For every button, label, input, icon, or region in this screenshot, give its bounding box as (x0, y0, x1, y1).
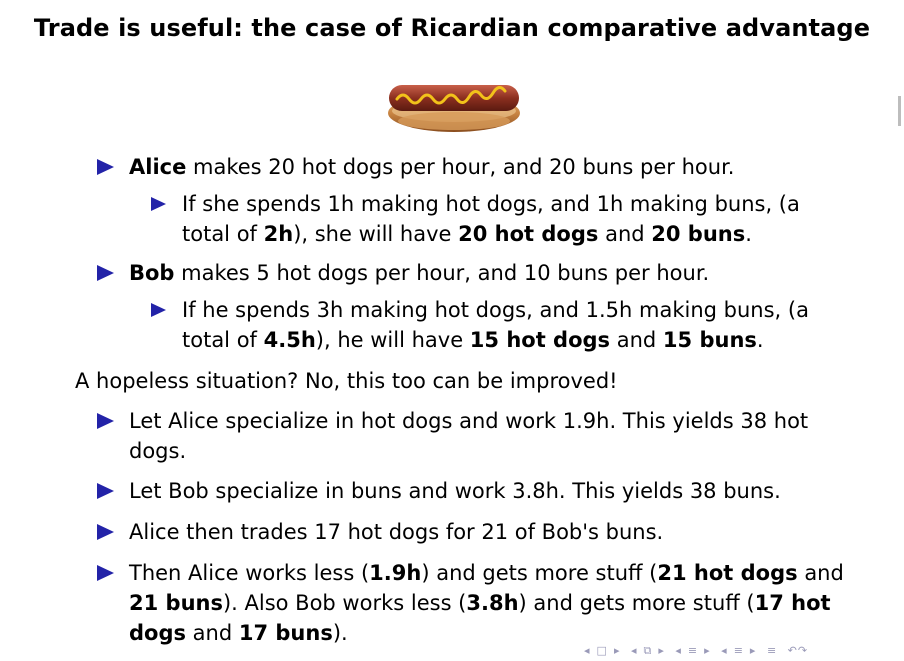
hotdog-icon (385, 71, 523, 135)
sub-bullet-alice-line1: If she spends 1h making hot dogs, and 1h making buns, (a (182, 192, 800, 216)
bullet-alice: Alice makes 20 hot dogs per hour, and 20 buns per hour. (129, 155, 735, 179)
bullet-triangle-icon (97, 565, 114, 581)
nav-subsection-icon[interactable]: ≡ (733, 644, 744, 657)
nav-section-prev-icon[interactable]: ◂ (675, 644, 682, 657)
sub-bullet-bob-line2: total of 4.5h), he will have 15 hot dogs and 15 buns. (182, 328, 764, 352)
nav-section-icon[interactable]: ≡ (687, 644, 699, 657)
scroll-indicator (898, 96, 901, 126)
bullet-triangle-icon (97, 265, 114, 281)
nav-subsection-next-icon[interactable]: ▸ (749, 644, 757, 657)
sub-bullet-triangle-icon (151, 197, 166, 211)
improvement-1-line1: Let Alice specialize in hot dogs and work 1.9h. This yields 38 hot (129, 409, 809, 433)
bullet-triangle-icon (97, 483, 114, 499)
beamer-navigation (584, 644, 814, 660)
improvement-4-line3: dogs and 17 buns). (129, 621, 348, 645)
nav-subframe-icon[interactable]: ⧉ (643, 644, 653, 657)
bullet-triangle-icon (97, 159, 114, 175)
nav-subframe-prev-icon[interactable]: ◂ (630, 644, 638, 657)
nav-subframe-next-icon[interactable]: ▸ (658, 644, 665, 657)
hopeless-statement: A hopeless situation? No, this too can be improved! (75, 369, 618, 393)
nav-frame-next-icon[interactable]: ▸ (613, 644, 621, 657)
slide-title: Trade is useful: the case of Ricardian comparative advantage (33, 14, 871, 42)
bullet-triangle-icon (97, 413, 114, 429)
sub-bullet-alice-line2: total of 2h), she will have 20 hot dogs and 20 buns. (182, 222, 752, 246)
nav-subsection-prev-icon[interactable]: ◂ (721, 644, 728, 657)
improvement-3: Alice then trades 17 hot dogs for 21 of Bob's buns. (129, 520, 664, 544)
nav-section-next-icon[interactable]: ▸ (704, 644, 711, 657)
nav-search-icon[interactable]: ↶↷ (787, 644, 809, 657)
nav-frame-icon[interactable]: □ (596, 644, 608, 657)
improvement-2: Let Bob specialize in buns and work 3.8h. This yields 38 buns. (129, 479, 781, 503)
sub-bullet-bob-line1: If he spends 3h making hot dogs, and 1.5h making buns, (a (182, 298, 809, 322)
improvement-1-line2: dogs. (129, 439, 187, 463)
bullet-triangle-icon (97, 524, 114, 540)
bullet-bob: Bob makes 5 hot dogs per hour, and 10 buns per hour. (129, 261, 710, 285)
sub-bullet-triangle-icon (151, 303, 166, 317)
improvement-4-line1: Then Alice works less (1.9h) and gets more stuff (21 hot dogs and (129, 561, 844, 585)
improvement-4-line2: 21 buns). Also Bob works less (3.8h) and gets more stuff (17 hot (129, 591, 831, 615)
nav-frame-prev-icon[interactable]: ◂ (584, 644, 591, 657)
nav-document-icon[interactable]: ≡ (766, 644, 778, 657)
